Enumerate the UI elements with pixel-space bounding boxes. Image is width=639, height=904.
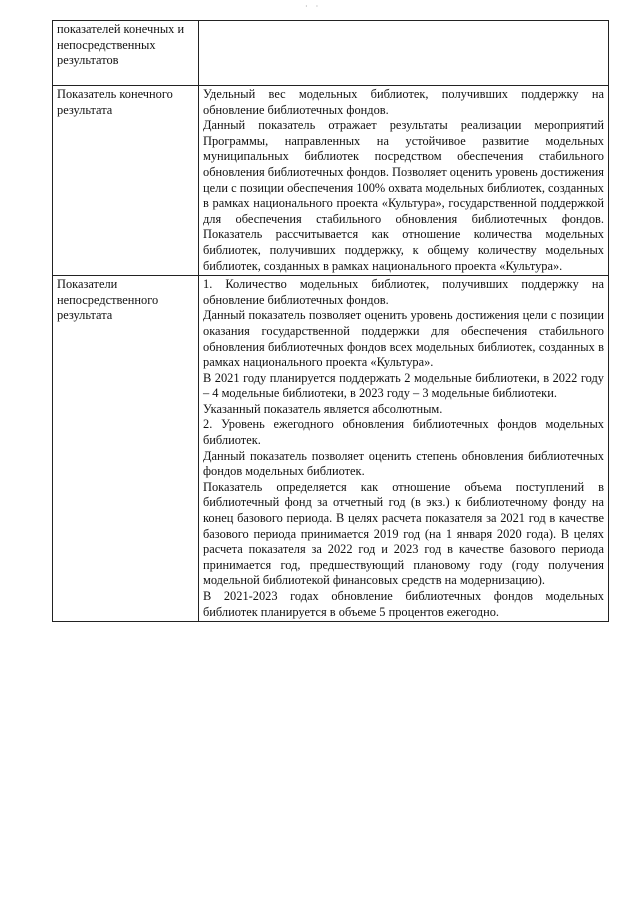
row-label: показателей конечных и непосредственных результатов	[53, 21, 199, 86]
paragraph: Данный показатель отражает результаты реализации мероприятий Программы, направленных на устойчивое развитие модельных муниципальных библиотек посредством обеспечения стабильного обновления библиотечных фондов. Позволяет оценить уровень достижения цели с позиции обеспечения 100% охвата модельных библиотек, созданных в рамках национального проекта «Культура», государственной поддержкой для обеспечения стабильного обновления библиотечных фондов. Показатель рассчитывается как отношение количества модельных библиотек, получивших поддержку, к общему количеству модельных библиотек, созданных в рамках национального проекта «Культура».	[203, 118, 604, 273]
table-row	[53, 86, 609, 276]
paragraph: 1. Количество модельных библиотек, получивших поддержку на обновление библиотечных фондов.	[203, 277, 604, 307]
paragraph: В 2021-2023 годах обновление библиотечных фондов модельных библиотек планируется в объеме 5 процентов ежегодно.	[203, 589, 604, 619]
table-row	[53, 21, 609, 86]
paragraph: 2. Уровень ежегодного обновления библиотечных фондов модельных библиотек.	[203, 417, 604, 448]
row-label: Показатель конечного результата	[53, 86, 199, 276]
table-row	[53, 276, 609, 622]
row-description	[199, 86, 609, 276]
paragraph: Данный показатель позволяет оценить уровень достижения цели с позиции оказания государственной поддержки для обеспечения стабильного обновления библиотечных фондов всех модельных библиотек, созданных в рамках национального проекта «Культура».	[203, 308, 604, 370]
paragraph: Удельный вес модельных библиотек, получивших поддержку на обновление библиотечных фондов.	[203, 87, 604, 117]
paragraph: Показатель определяется как отношение объема поступлений в библиотечный фонд за отчетный год (в экз.) к библиотечному фонду на конец базового периода. В целях расчета показателя за 2021 год в качестве базового периода принимается 2019 год (на 1 января 2020 года). В целях расчета показателя за 2022 год и 2023 год в качестве базового периода принимается год, предшествующий плановому году (году получения модельной библиотекой финансовых средств на модернизацию).	[203, 479, 604, 588]
paragraph: В 2021 году планируется поддержать 2 модельные библиотеки, в 2022 году – 4 модельные библиотеки, в 2023 году – 3 модельные библиотеки.	[203, 370, 604, 401]
scan-speck: · ·	[305, 2, 322, 11]
paragraph: Указанный показатель является абсолютным.	[203, 401, 443, 416]
indicators-table	[52, 20, 609, 622]
row-description	[199, 276, 609, 622]
row-description	[199, 21, 609, 86]
paragraph: Данный показатель позволяет оценить степень обновления библиотечных фондов модельных библиотек.	[203, 448, 604, 479]
row-label: Показатели непосредственного результата	[53, 276, 199, 622]
